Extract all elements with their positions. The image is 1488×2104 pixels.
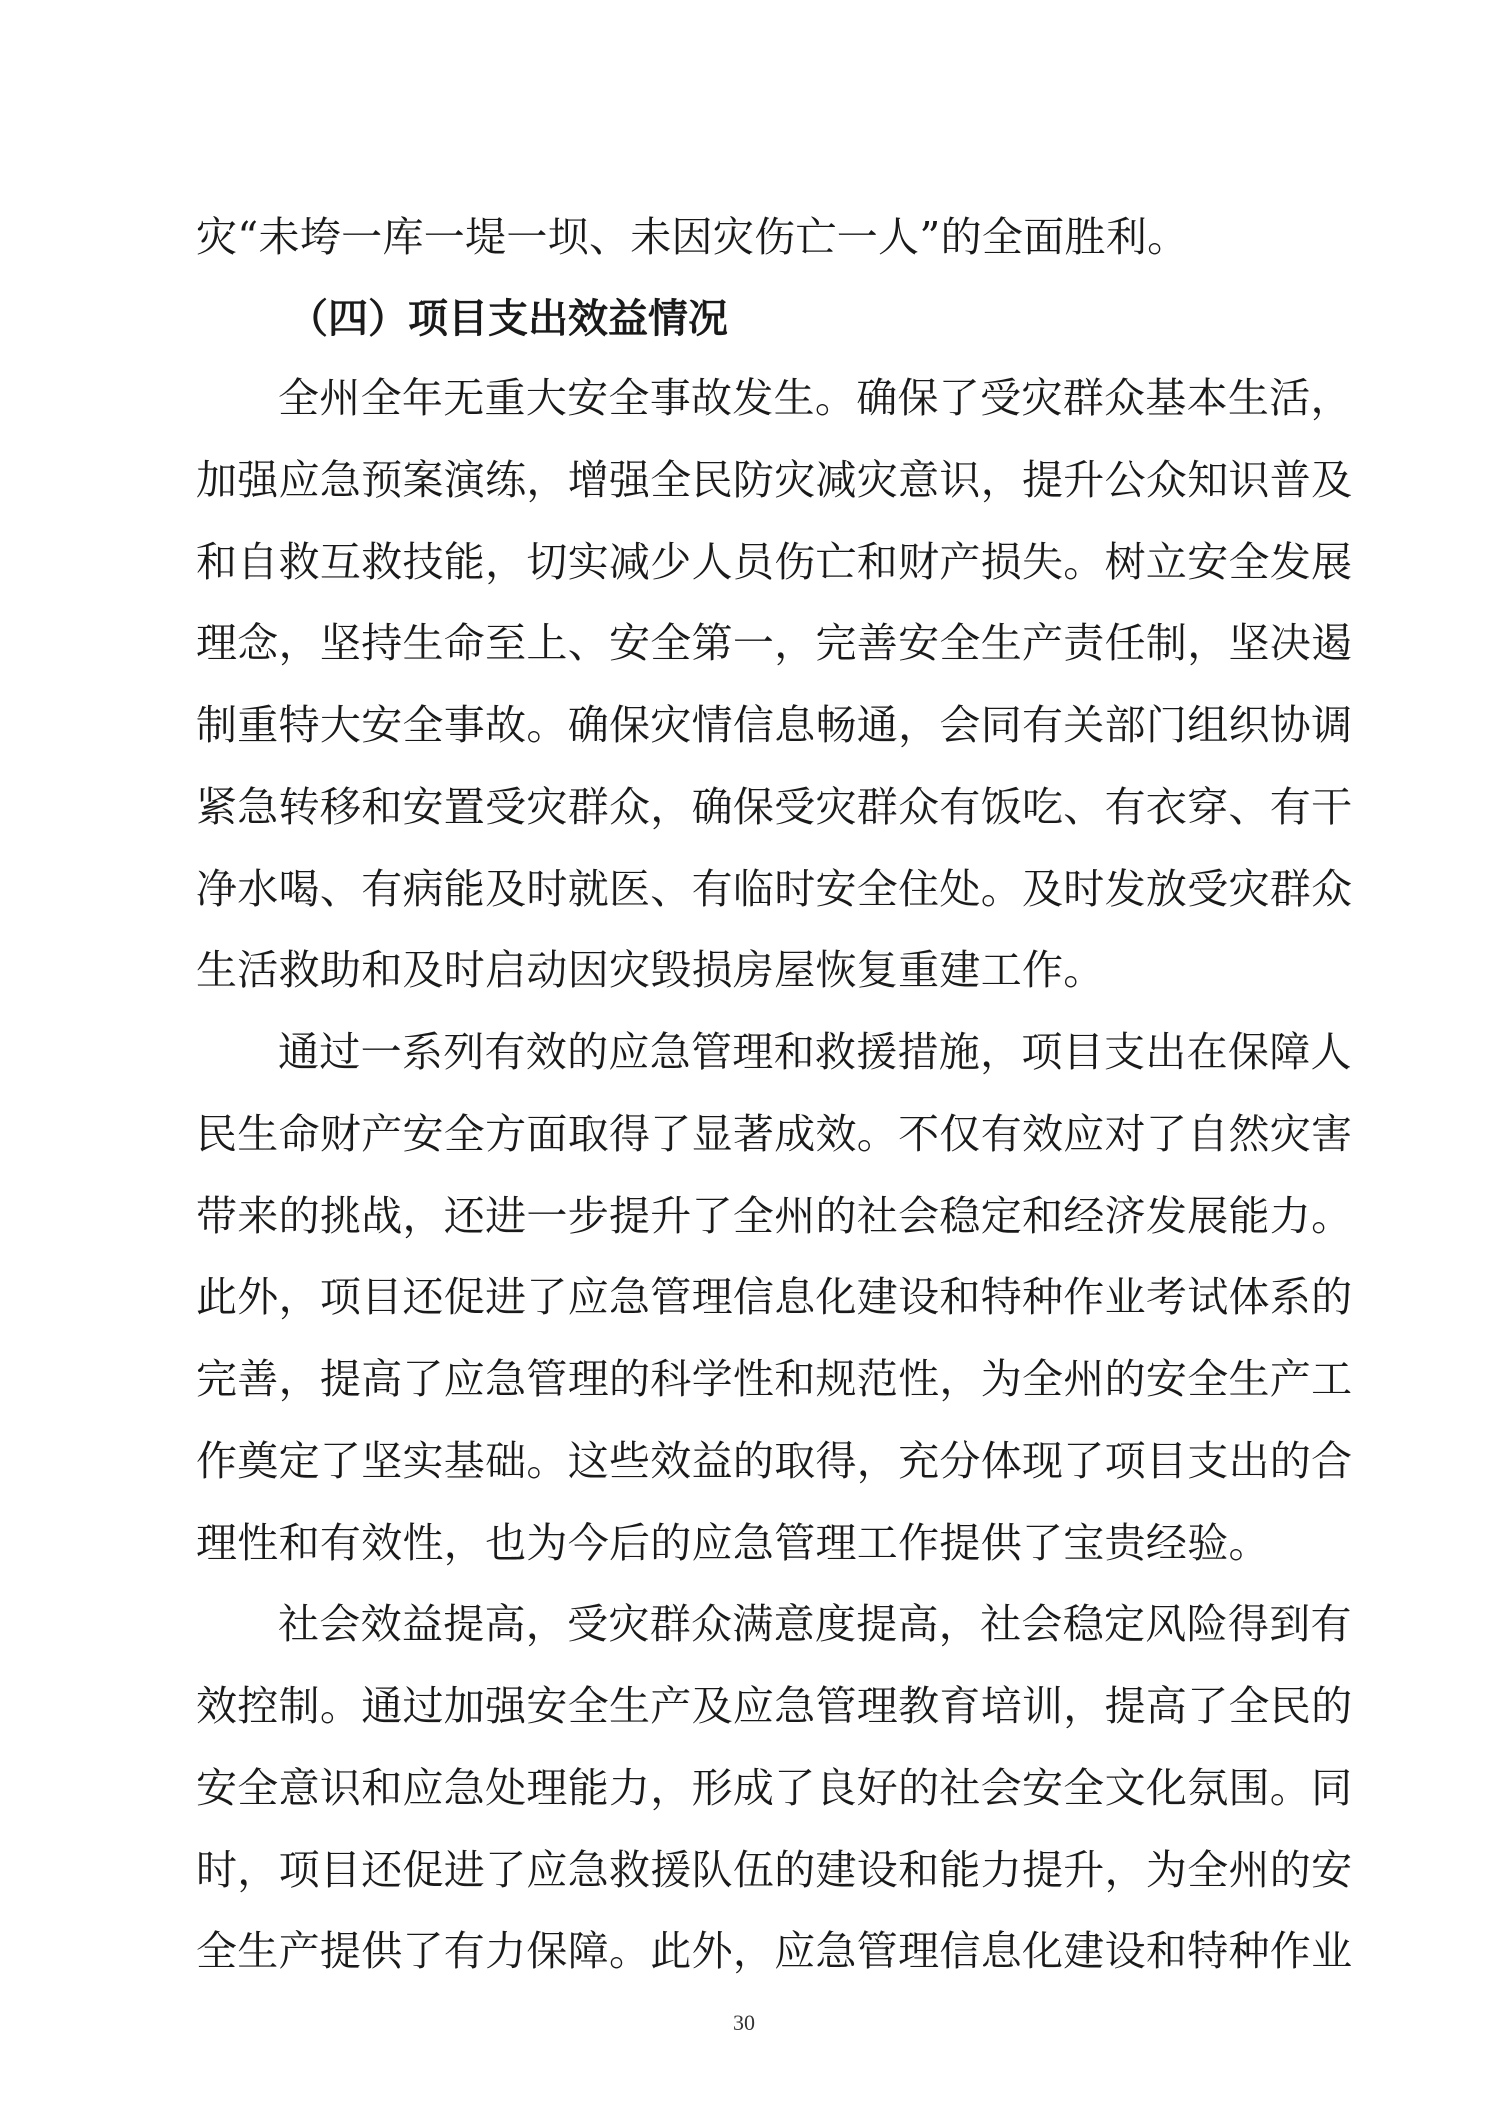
section-heading: （四）项目支出效益情况: [288, 296, 728, 342]
paragraph-2-line-5: 完善，提高了应急管理的科学性和规范性，为全州的安全生产工: [196, 1355, 1353, 1403]
paragraph-1-line-2: 加强应急预案演练，增强全民防灾减灾意识，提升公众知识普及: [196, 456, 1353, 504]
paragraph-3-line-4: 时，项目还促进了应急救援队伍的建设和能力提升，为全州的安: [196, 1846, 1353, 1894]
paragraph-2-line-2: 民生命财产安全方面取得了显著成效。不仅有效应对了自然灾害: [196, 1110, 1353, 1158]
paragraph-1-line-1: 全州全年无重大安全事故发生。确保了受灾群众基本生活，: [278, 374, 1352, 422]
paragraph-1-line-4: 理念，坚持生命至上、安全第一，完善安全生产责任制，坚决遏: [196, 619, 1353, 667]
paragraph-1-line-5: 制重特大安全事故。确保灾情信息畅通，会同有关部门组织协调: [196, 701, 1353, 749]
paragraph-3-line-5: 全生产提供了有力保障。此外，应急管理信息化建设和特种作业: [196, 1927, 1353, 1975]
text-line-continuation: 灾“未垮一库一堤一坝、未因灾伤亡一人”的全面胜利。: [196, 213, 1189, 261]
paragraph-1-line-8: 生活救助和及时启动因灾毁损房屋恢复重建工作。: [196, 946, 1105, 994]
paragraph-2-line-4: 此外，项目还促进了应急管理信息化建设和特种作业考试体系的: [196, 1273, 1353, 1321]
paragraph-2-line-7: 理性和有效性，也为今后的应急管理工作提供了宝贵经验。: [196, 1519, 1270, 1567]
paragraph-3-line-3: 安全意识和应急处理能力，形成了良好的社会安全文化氛围。同: [196, 1764, 1353, 1812]
paragraph-3-line-2: 效控制。通过加强安全生产及应急管理教育培训，提高了全民的: [196, 1682, 1353, 1730]
page-number: 30: [733, 2010, 755, 2035]
paragraph-3-line-1: 社会效益提高，受灾群众满意度提高，社会稳定风险得到有: [278, 1600, 1352, 1648]
paragraph-1-line-3: 和自救互救技能，切实减少人员伤亡和财产损失。树立安全发展: [196, 538, 1353, 586]
paragraph-1-line-6: 紧急转移和安置受灾群众，确保受灾群众有饭吃、有衣穿、有干: [196, 783, 1353, 831]
paragraph-2-line-6: 作奠定了坚实基础。这些效益的取得，充分体现了项目支出的合: [196, 1437, 1353, 1485]
paragraph-1-line-7: 净水喝、有病能及时就医、有临时安全住处。及时发放受灾群众: [196, 865, 1353, 913]
paragraph-2-line-1: 通过一系列有效的应急管理和救援措施，项目支出在保障人: [278, 1028, 1352, 1076]
paragraph-2-line-3: 带来的挑战，还进一步提升了全州的社会稳定和经济发展能力。: [196, 1192, 1353, 1240]
